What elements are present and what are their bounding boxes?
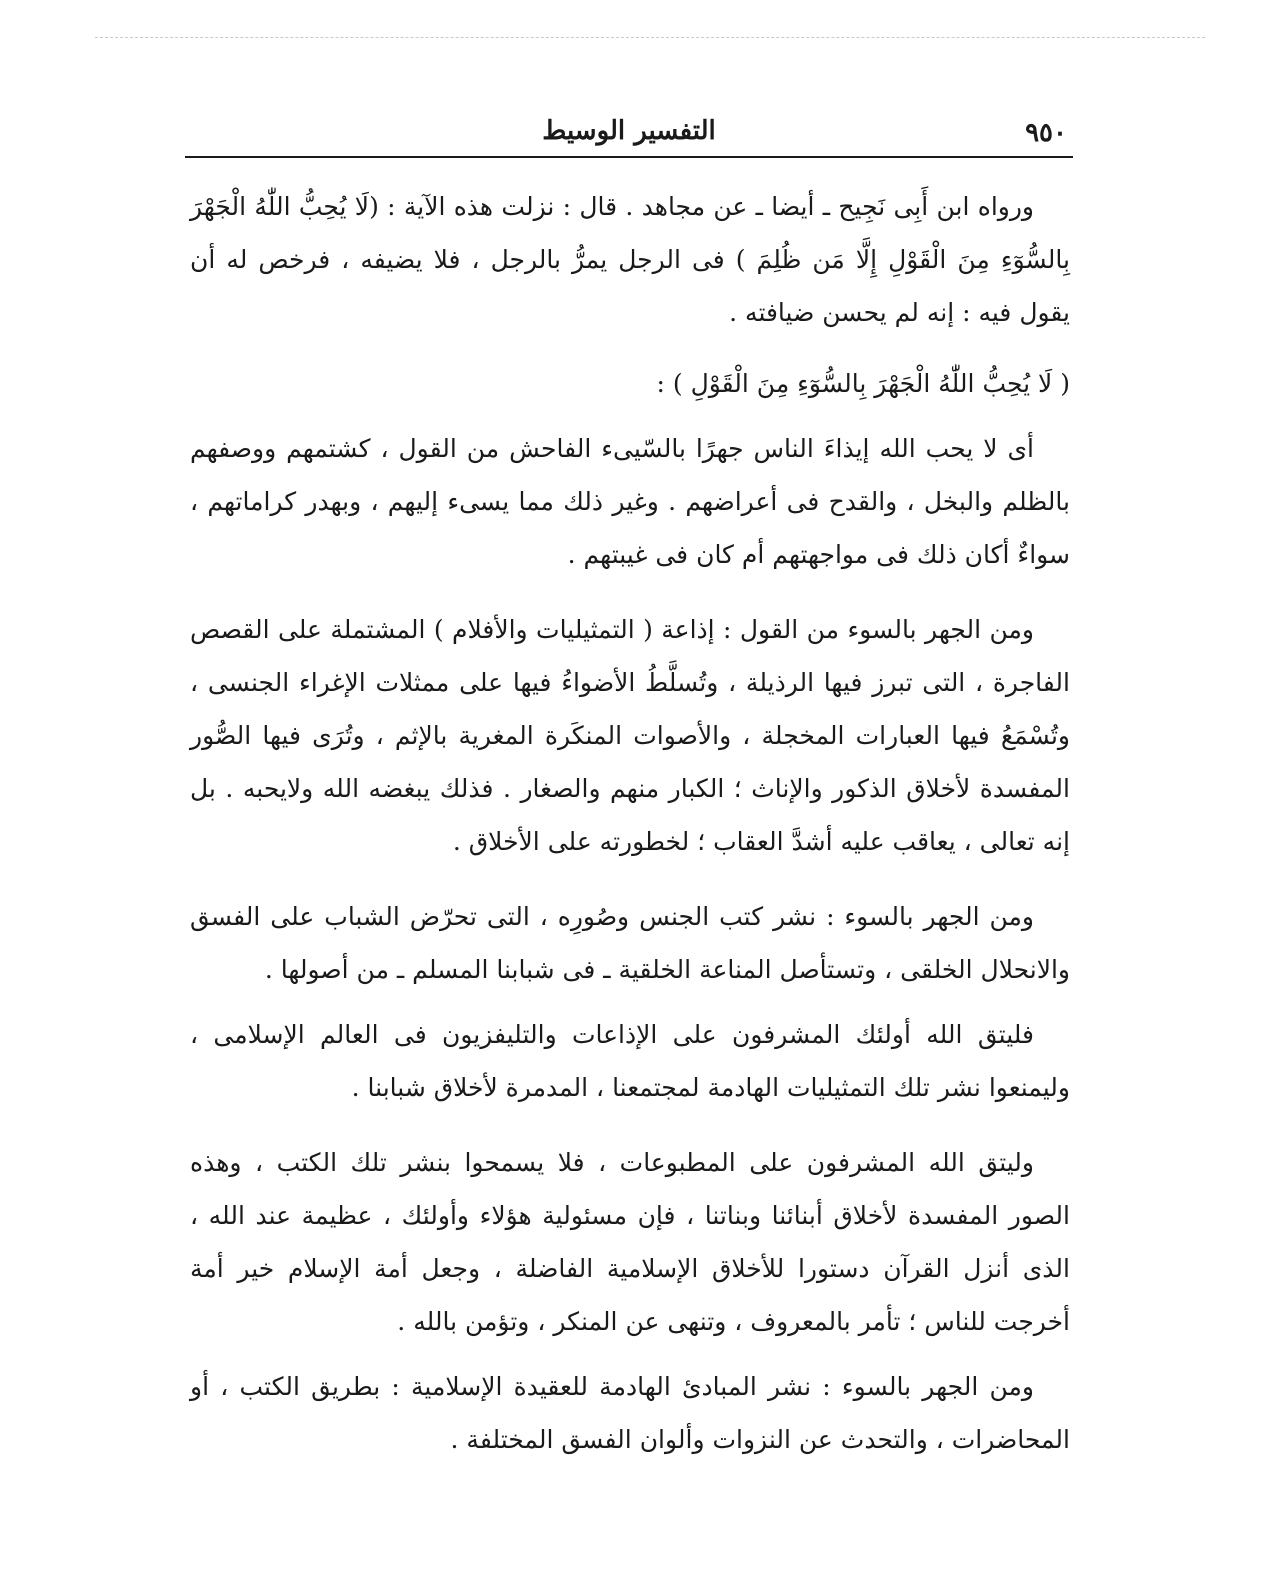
paragraph-principles: ومن الجهر بالسوء : نشر المبادئ الهادمة للعقيدة الإسلامية : بطريق الكتب ، أو المحاضرات ، والتحدث عن النزوات وألوان الفسق المختلفة . — [190, 1372, 1070, 1454]
paragraph-print-supervisors: وليتق الله المشرفون على المطبوعات ، فلا يسمحوا بنشر تلك الكتب ، وهذه الصور المفسدة لأخلاق أبنائنا وبناتنا ، فإن مسئولية هؤلاء وأولئك ، عظيمة عند الله ، الذى أنزل القرآن دستورا للأخلاق الإسلامية الفاضلة ، وجعل أمة الإسلام خير أمة أخرجت للناس ؛ تأمر بالمعروف ، وتنهى عن المنكر ، وتؤمن بالله . — [190, 1148, 1070, 1336]
verse-heading: ( لَا يُحِبُّ اللّٰهُ الْجَهْرَ بِالسُّوٓءِ مِنَ الْقَوْلِ ) : — [656, 369, 1070, 398]
paragraph-broadcast-supervisors: فليتق الله أولئك المشرفون على الإذاعات والتليفزيون فى العالم الإسلامى ، وليمنعوا نشر تلك التمثيليات الهادمة لمجتمعنا ، المدمرة لأخلاق شبابنا . — [190, 1020, 1070, 1102]
paragraph-explanation: أى لا يحب الله إيذاءَ الناس جهرًا بالسّيىء الفاحش من القول ، كشتمهم ووصفهم بالظلم والبخل ، والقدح فى أعراضهم . وغير ذلك مما يسىء إليهم ، وبهدر كراماتهم ، سواءٌ أكان ذلك فى مواجهتهم أم كان فى غيبتهم . — [190, 434, 1070, 569]
paragraph-books: ومن الجهر بالسوء : نشر كتب الجنس وصُورِه ، التى تحرّض الشباب على الفسق والانحلال الخلقى ، وتستأصل المناعة الخلقية ـ فى شبابنا المسلم ـ من أصولها . — [190, 902, 1070, 984]
scan-edge-line — [95, 37, 1205, 38]
running-title: التفسير الوسيط — [542, 116, 716, 146]
page-number: ٩٥٠ — [1025, 118, 1067, 148]
page-header — [185, 112, 1073, 158]
page-body — [190, 180, 1070, 1488]
paragraph-hadith-narration: ورواه ابن أَبِى نَجِيح ـ أيضا ـ عن مجاهد . قال : نزلت هذه الآية : (لَا يُحِبُّ اللّٰهُ الْجَهْرَ بِالسُّوٓءِ مِنَ الْقَوْلِ إِلَّا مَن ظُلِمَ ) فى الرجل يمرُّ بالرجل ، فلا يضيفه ، فرخص له أن يقول فيه : إنه لم يحسن ضيافته . — [190, 192, 1070, 327]
paragraph-broadcasts: ومن الجهر بالسوء من القول : إذاعة ( التمثيليات والأفلام ) المشتملة على القصص الفاجرة ، التى تبرز فيها الرذيلة ، وتُسلَّطُ الأضواءُ فيها على ممثلات الإغراء الجنسى ، وتُسْمَعُ فيها العبارات المخجلة ، والأصوات المنكَرة المغرية بالإثم ، وتُرَى فيها الصُّور المفسدة لأخلاق الذكور والإناث ؛ الكبار منهم والصغار . فذلك يبغضه الله ولايحبه . بل إنه تعالى ، يعاقب عليه أشدَّ العقاب ؛ لخطورته على الأخلاق . — [190, 615, 1070, 856]
